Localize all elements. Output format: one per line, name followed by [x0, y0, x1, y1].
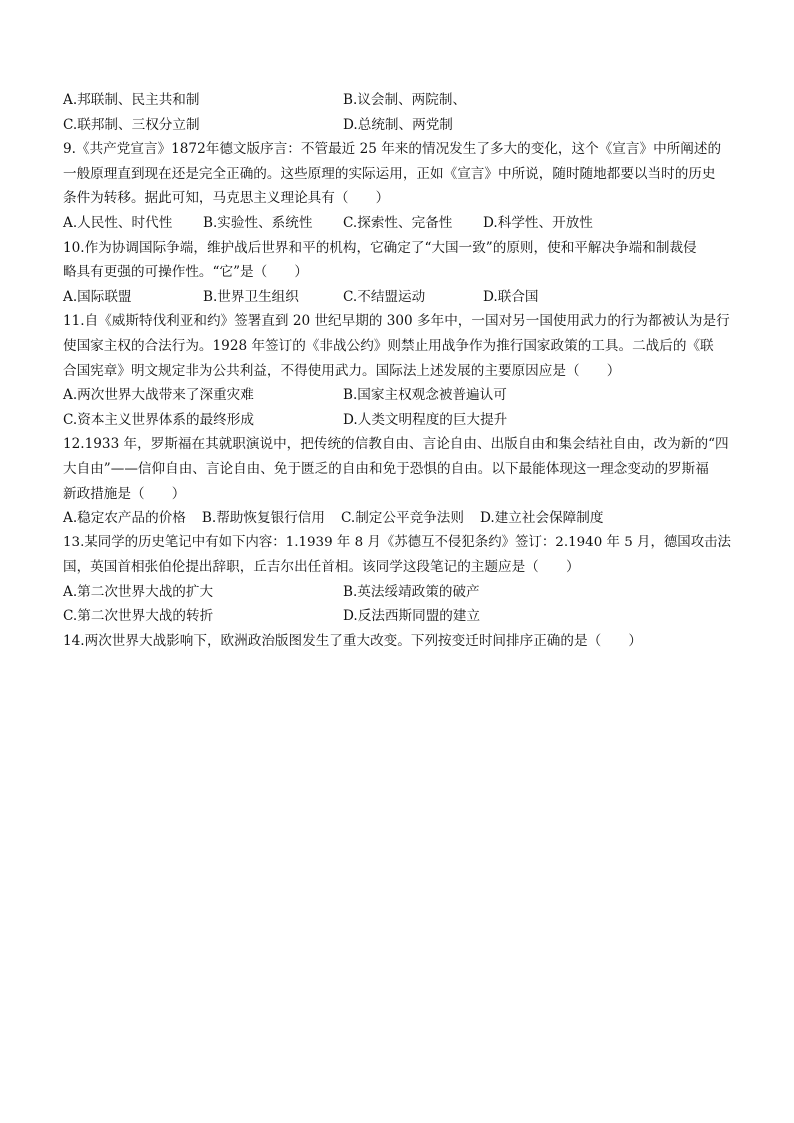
- q9-stem-line-1: 9.《共产党宣言》1872年德文版序言：不管最近 25 年来的情况发生了多大的变化，这个《宣言》中所阐述的: [63, 141, 722, 158]
- q12-options-row: [63, 506, 735, 531]
- q10-option-b: B.世界卫生组织: [203, 288, 299, 305]
- q12-stem-line-1: 12.1933 年，罗斯福在其就职演说中，把传统的信教自由、言论自由、出版自由和集会结社自由，改为新的“四: [63, 436, 729, 453]
- q12-option-c: C.制定公平竞争法则: [340, 510, 464, 527]
- q13-option-a: A.第二次世界大战的扩大: [63, 583, 214, 600]
- q9-stem-line-3: 条件为转移。据此可知，马克思主义理论具有（ ）: [63, 190, 390, 207]
- q10-options-row: [63, 285, 735, 310]
- q9-option-b: B.实验性、系统性: [203, 214, 313, 231]
- q12-option-a: A.稳定农产品的价格: [63, 510, 186, 527]
- q9-stem-line-2: 一般原理直到现在还是完全正确的。这些原理的实际运用，正如《宣言》中所说，随时随地都要以当时的历史: [63, 165, 716, 182]
- q13-stem-line-2: 国，英国首相张伯伦提出辞职，丘吉尔出任首相。该同学这段笔记的主题应是（ ）: [63, 559, 580, 576]
- q11-option-b: B.国家主权观念被普遍认可: [343, 387, 507, 404]
- q10-stem-line-2: 略具有更强的可操作性。“它”是（ ）: [63, 264, 308, 281]
- exam-content: [63, 88, 735, 654]
- q9-option-d: D.科学性、开放性: [483, 214, 593, 231]
- q12-option-b: B.帮助恢复银行信用: [201, 510, 325, 527]
- q8-options-row-2: [63, 113, 735, 138]
- q10-option-d: D.联合国: [483, 288, 539, 305]
- q11-option-d: D.人类文明程度的巨大提升: [343, 411, 508, 428]
- q11-option-c: C.资本主义世界体系的最终形成: [63, 411, 254, 428]
- q11-stem-line-3: 合国宪章》明文规定非为公共利益，不得使用武力。国际法上述发展的主要原因应是（ ）: [63, 362, 621, 379]
- q13-option-d: D.反法西斯同盟的建立: [343, 608, 481, 625]
- q11-options-row-2: [63, 408, 735, 433]
- q8-option-b: B.议会制、两院制、: [343, 92, 467, 108]
- q9-options-row: [63, 211, 735, 236]
- q14-stem-line-1: 14.两次世界大战影响下，欧洲政治版图发生了重大改变。下列按变迁时间排序正确的是（ ）: [63, 633, 642, 650]
- q9-option-a: A.人民性、时代性: [63, 214, 173, 231]
- q12-option-d: D.建立社会保障制度: [479, 510, 604, 527]
- q12-stem-line-3: 新政措施是（ ）: [63, 485, 186, 502]
- q8-option-a: A.邦联制、民主共和制: [63, 92, 200, 108]
- q8-option-c: C.联邦制、三权分立制: [63, 116, 200, 133]
- q13-option-b: B.英法绥靖政策的破产: [343, 583, 480, 600]
- q10-option-a: A.国际联盟: [63, 288, 132, 305]
- q8-options-row-1: [63, 88, 735, 113]
- q11-stem-line-1: 11.自《威斯特伐利亚和约》签署直到 20 世纪早期的 300 多年中，一国对另一国使用武力的行为都被认为是行: [63, 313, 730, 330]
- q10-stem-line-1: 10.作为协调国际争端，维护战后世界和平的机构，它确定了“大国一致”的原则，使和平解决争端和制裁侵: [63, 239, 697, 256]
- q13-options-row-1: [63, 580, 735, 605]
- q13-options-row-2: [63, 604, 735, 629]
- q8-option-d: D.总统制、两党制: [343, 116, 453, 133]
- q9-option-c: C.探索性、完备性: [343, 214, 453, 231]
- q13-stem-line-1: 13.某同学的历史笔记中有如下内容：1.1939 年 8 月《苏德互不侵犯条约》签订：2.1940 年 5 月，德国攻击法: [63, 534, 731, 550]
- q12-stem-line-2: 大自由”——信仰自由、言论自由、免于匮乏的自由和免于恐惧的自由。以下最能体现这一理念变动的罗斯福: [63, 460, 709, 477]
- q13-option-c: C.第二次世界大战的转折: [63, 608, 214, 625]
- q11-stem-line-2: 使国家主权的合法行为。1928 年签订的《非战公约》则禁止用战争作为推行国家政策的工具。二战后的《联: [63, 337, 714, 354]
- q11-options-row-1: [63, 383, 735, 408]
- q10-option-c: C.不结盟运动: [343, 288, 426, 305]
- q11-option-a: A.两次世界大战带来了深重灾难: [63, 387, 254, 404]
